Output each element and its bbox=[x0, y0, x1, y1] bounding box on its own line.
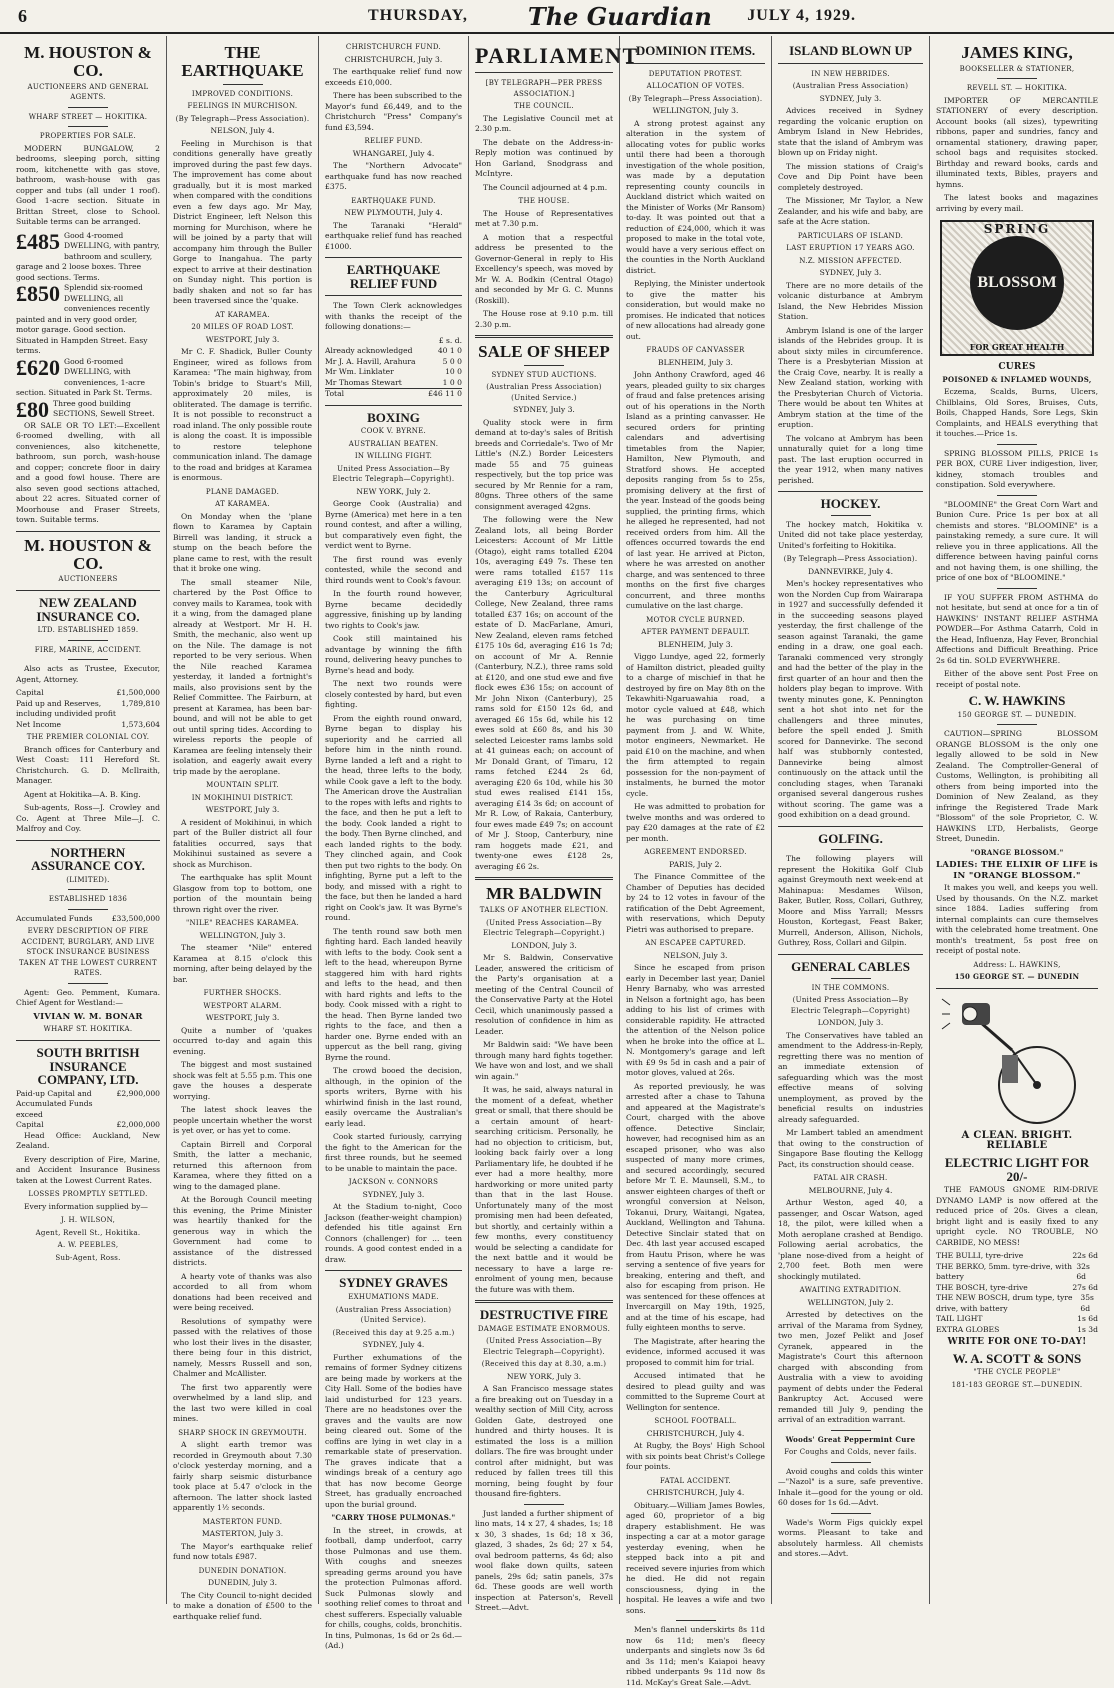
paragraph: In the fourth round however, Byrne became decidedly aggressive, finishing up by landing two rights to Cook's jaw. bbox=[325, 589, 462, 630]
paragraph: The City Council to-night decided to make a donation of £500 to the earthquake relief fund. bbox=[173, 1590, 312, 1621]
ad-lamp-text: THE FAMOUS GNOME RIM-DRIVE DYNAMO LAMP is now offered at the reduced price of 20s. Gives a clean, bright light and is easily fixed to any upright cycle. NO TROUBLE, NO CARBIDE, NO MESS! bbox=[936, 1185, 1098, 1247]
ad-caution: CAUTION—SPRING BLOSSOM ORANGE BLOSSOM is the only one legally allowed to be sold in New Zealand. The Comptroller-General of Customs, Wellington, is prohibiting all others from being imported into the Dominion of New Zealand, as they infringe the Registered Trade Mark "Blossom" of the sole Proprietor, C. W. HAWKINS LTD, Herbalists, George Street, Dunedin. bbox=[936, 729, 1098, 844]
ad-king-text-2: The latest books and magazines arriving by every mail. bbox=[936, 193, 1098, 213]
paragraph: The following were the New Zealand lots, all being Border Leicesters: Account of Mr Little (Otago), eight rams totalled £204 10s, averaging £49 7s. These ten were rams totalled £157 11s averaging £19 13s; on account of the Canterbury Agricultural College, New Zealand, three rams totalled £37 16s; on account of the estate of D. MacFarlane, Amuri, New Zealand, eleven rams fetched £175 10s 6d, averaging £16 1s 7d; on account of Mr A. Rennie (Canterbury, N.Z.), three rams sold at £120, and one stud ewe and five flock ewes £36 15s; on account of Mr John Nixon (Canterbury), 25 rams sold for £150 12s 6d, and averaged £6 15s 6d, while his 12 ewes sold at £60 8s, and his 30 selected Leicester rams lambs sold at 41 guineas each; on account of Mr Donald Grant, of Timaru, 12 rams fetched £244 2s 6d, averaging £20 6s 10d, while his 30 stud ewes realised £141 15s, averaging £14 3s 6d; on account of Mr R. Low, of Rakaia, Canterbury, four ewes made £49 7s; on account of Mr J. Stoop, Canterbury, nine ram hoggets made £21, and twenty-one ewes £128 2s, averaging £6 2s. bbox=[475, 515, 613, 871]
ad-houston-address: WHARF STREET — HOKITIKA. bbox=[28, 112, 148, 121]
ad-king-address: REVELL ST. — HOKITIKA. bbox=[966, 84, 1068, 93]
paragraph: On Monday when the 'plane flown to Karamea by Captain Birrell was landing, it struck a stump on the beach before the plane came to rest, with the result that it broke one wing. bbox=[173, 511, 312, 574]
paragraph: Cook started furiously, carrying the fight to the American for the first three rounds, but he seemed to be unable to maintain the pace. bbox=[325, 1132, 462, 1173]
donation-row: Mr Thomas Stewart 1 0 0 bbox=[325, 377, 462, 387]
paragraph: A hearty vote of thanks was also accorded to all from whom donations had been received and were being received. bbox=[173, 1271, 312, 1313]
paragraph: A resident of Mokihinui, in which part of the Buller district all four fatalities occurred, says that Mokihinui sustained as severe a shock as Murchison. bbox=[173, 817, 312, 869]
paragraph: A San Francisco message states a fire breaking out on Tuesday in a wealthy section of Mill City, across Golden Gate, destroyed one hundred and thirty houses. It is estimated the loss is a million dollars. The fire was brought under control after midnight, but was reduced by fallen trees till this morning, being fought by four thousand fire-fighters. bbox=[475, 1384, 613, 1499]
byline: (Australian Press Association) (United Service). bbox=[335, 1305, 452, 1325]
paragraph: As reported previously, he was arrested after a chase to Tahuna and appeared at the Magistrate's Court, charged with the above offence. Detective Sinclair, however, had recognised him as an escaped prisoner, who was also suspected of many more crimes, and secured accordingly, secured before Mr T. E. Maunsell, S.M., to answer eighteen charges of theft or wrongful conversion at Nelson, Tokanui, Drury, Waitangi, Ngatea, Auckland, Wellington and Tahuna. Detective Sinclair stated that on Dec. 4th last year accused escaped from Hautu Prison, where he was serving a sentence of five years for breaking, entering and theft, and also for escaping from prison. He was sentenced for these offences at Invercargill on May 19th, 1925, and at the time of his escape, had fully eighteen months to serve. bbox=[626, 1081, 765, 1333]
paragraph: Arthur Weston, aged 40, a passenger, and Oscar Watson, aged 18, the pilot, were killed when a Moth aeroplane crashed at Bendigo. Following aerial acrobatics, the 'plane nose-dived from a height of 2,700 feet. Both men were shockingly mutilated. bbox=[778, 1198, 923, 1281]
paragraph: The "Northern Advocate" earthquake fund has now reached £375. bbox=[325, 161, 462, 191]
dateline: DANNEVIRKE, July 4. bbox=[808, 566, 893, 576]
ad-northern-bonar-addr: WHARF ST. HOKITIKA. bbox=[43, 1025, 133, 1034]
paragraph: John Anthony Crawford, aged 46 years, pleaded guilty to six charges of fraud and false pretences arising out of his operations in the North Island as a printing canvasser. He secured orders for printing calendars and advertising timetables from the Napier, Hamilton, New Plymouth, and Stratford shows. He accepted deposits ranging from 5s to 25s, promising delivery at the first of the year. Instead of the goods being supplied, the printing firms, which he alleged he represented, had not received orders from him. All the offences occurred towards the end of last year. He arrived at Picton, where he was arrested on another charge, and was sentenced to three months on the first five charges concurrent, and three months cumulative on the last charge. bbox=[626, 370, 765, 611]
paragraph: The biggest and most sustained shock was felt at 5.55 p.m. This one gave the houses a desperate worrying. bbox=[173, 1060, 312, 1101]
ad-houston-sub: AUCTIONEERS AND GENERAL AGENTS. bbox=[27, 82, 149, 102]
ad-bloomine: "BLOOMINE" the Great Corn Wart and Bunion Cure. Price 1s per box at all chemists and stores. "BLOOMINE" is a painstaking remedy, a sure cure. It will relieve you in three applications. All the difference between having painful corns and not having them, is one shilling, the price of one box of "BLOOMINE." bbox=[936, 499, 1098, 583]
paragraph: The earthquake relief fund now exceeds £10,000. bbox=[325, 67, 462, 87]
ad-asthma: IF YOU SUFFER FROM ASTHMA do not hesitate, but send at once for a tin of HAWKINS' INSTANT RELIEF ASTHMA POWDER—For Asthma Catarrh, Cold in the Head, Influenza, Hay Fever, Bronchial Affections and Difficult Breathing. Price 2s 6d tin. SOLD EVERYWHERE. bbox=[936, 592, 1098, 665]
ad-sbi-head: Head Office: Auckland, New Zealand. bbox=[16, 1130, 160, 1151]
subhead: AT KARAMEA. bbox=[215, 310, 270, 319]
ad-nzins-net: Net Income 1,573,604 bbox=[16, 719, 160, 729]
dateline: NEW YORK, July 2. bbox=[356, 486, 431, 496]
headline-general-cables: GENERAL CABLES bbox=[791, 958, 910, 974]
dateline: NEW PLYMOUTH, July 4. bbox=[344, 208, 443, 217]
subhead: MOUNTAIN SPLIT. bbox=[206, 781, 279, 790]
paragraph: The first two apparently were overwhelmed by a land slip, and the last two were killed in coal mines. bbox=[173, 1382, 312, 1424]
dateline: WELLINGTON, July 3. bbox=[652, 106, 739, 116]
subhead: FATAL AIR CRASH. bbox=[813, 1174, 888, 1183]
subhead: DEPUTATION PROTEST. bbox=[648, 69, 743, 78]
lamp-price-row: THE BULLI, tyre-drive 22s 6d bbox=[936, 1251, 1098, 1261]
page-number: 6 bbox=[18, 5, 27, 26]
paragraph: Further exhumations of the remains of former Sydney citizens are being made by workers at the City Hall. Some of the bodies have laid undisturbed for 123 years. There are no headstones over the graves and the vaults are now being cleared out. Some of the coffins are lying in wet clay in a remarkable state of preservation. The graves indicate that a windings break of a century ago that has now become George Street, has gradually encroached upon the burial ground. bbox=[325, 1352, 462, 1509]
paragraph: The next two rounds were closely contested by hard, but even fighting. bbox=[325, 679, 462, 710]
ad-northern-bonar: VIVIAN W. M. BONAR bbox=[33, 1011, 143, 1022]
ad-ladies-address: Address: L. HAWKINS, bbox=[973, 960, 1061, 969]
ad-sbi-wilson-addr: Agent, Revell St., Hokitika. bbox=[35, 1228, 141, 1237]
byline: [BY TELEGRAPH—PER PRESS ASSOCIATION.] bbox=[485, 79, 603, 98]
paragraph: The Missioner, Mr Taylor, a New Zealander, and his wife and baby, are safe at the Acre station. bbox=[778, 196, 923, 227]
ad-northern-agents: Agent: Geo. Pemment, Kumara. Chief Agent for Westland:— bbox=[16, 987, 160, 1008]
paragraph: Cook still maintained his advantage by winning the fifth round, delivering heavy punches to Byrne's head and body. bbox=[325, 634, 462, 675]
paragraph: Captain Birrell and Corporal Smith, the latter a mechanic, returned this afternoon from Karamea, where they fitted on a wing to the damaged plane. bbox=[173, 1139, 312, 1191]
ad-king-text: IMPORTER OF MERCANTILE STATIONERY of every description. Account books (all sizes), typewriting ribbons, paper and sundries, fancy and ornamental stationery, drawing paper, school bags and requisites stocked. Birthday and reward books, cards and illuminated texts, Bibles, prayers and hymns. bbox=[936, 95, 1098, 189]
subhead: IN MOKIHINUI DISTRICT. bbox=[191, 793, 294, 802]
subhead: AFTER PAYMENT DEFAULT. bbox=[641, 628, 750, 637]
ad-hawkins-title: C. W. HAWKINS bbox=[968, 693, 1066, 709]
ad-wade: Wade's Worm Figs quickly expel worms. Pleasant to take and absolutely harmless. All chemists and stores.—Advt. bbox=[778, 1517, 923, 1559]
lamp-icon bbox=[942, 995, 1092, 1125]
ad-pulmonas-text: In the street, in crowds, at football, damp underfoot, carry those Pulmonas and use them. With coughs and sneezes spreading germs around you have the protection Pulmonas afford. Suck Pulmonas slowly and soothing relief comes to throat and chest sufferers. Especially valuable for chills, coughs, colds, bronchitis. In tins, Pulmonas, 1s 6d or 2s 6d.—(Ad.) bbox=[325, 1525, 462, 1651]
subhead: IN NEW HEBRIDES. bbox=[811, 69, 890, 78]
ad-sbi-peebles: A. W. PEEBLES, bbox=[57, 1241, 119, 1250]
ad-sbi-wilson: J. H. WILSON, bbox=[60, 1216, 116, 1225]
dateline: LONDON, July 3. bbox=[817, 1018, 884, 1028]
column-5 bbox=[620, 36, 772, 1687]
dateline: LONDON, July 3. bbox=[511, 940, 577, 950]
headline-relief-fund: EARTHQUAKE RELIEF FUND bbox=[346, 262, 441, 291]
paragraph: The Taranaki "Herald" earthquake relief fund has reached £1000. bbox=[325, 220, 462, 251]
subhead: FATAL ACCIDENT. bbox=[660, 1476, 731, 1485]
paragraph: The following players will represent the Hokitika Golf Club against Greymouth next week-end at Mahinapua: Mesdames Wilson, Baker, Butler, Ross, Collari, Guthrey, Moore and Miss Yarrall; Messrs Houston, Kortegast, Feast Baker, Murrell, Anderson, Allison, Nichols, Guthrey, Ross, Collari and Gilpin. bbox=[778, 854, 923, 948]
headline-sale-of-sheep: SALE OF SHEEP bbox=[478, 342, 610, 362]
dateline: NEW YORK, July 3. bbox=[506, 1371, 582, 1381]
ad-houston-2-title: M. HOUSTON & CO. bbox=[24, 535, 152, 573]
paragraph: George Cook (Australia) and Byrne (America) met here in a ten round contest, and after a willing, but comparatively even fight, the verdict went to Byrne. bbox=[325, 499, 462, 551]
paragraph: The tenth round saw both men fighting hard. Each landed heavily with lefts to the body. Cook sent a left to the head, whereupon Byrne staggered him with hard rights and lefts to the head, and then with hard rights and lefts to the body. Cook missed with a right to the head. Then Byrne landed two rights to the face, and then a harder one. Byrne ended with an uppercut as the bell rang, giving Byrne the round. bbox=[325, 926, 462, 1062]
ad-nzins-paid: Paid up and Reserves, including undivided profit 1,789,810 bbox=[16, 698, 160, 719]
headline-parliament: PARLIAMENT bbox=[475, 43, 639, 68]
dateline: BLENHEIM, July 3. bbox=[658, 639, 733, 649]
ad-blossom-cures: CURES bbox=[998, 362, 1036, 373]
subhead: "NILE" REACHES KARAMEA. bbox=[185, 919, 300, 928]
subhead: RELIEF FUND. bbox=[364, 137, 423, 145]
headline-sydney-graves: SYDNEY GRAVES bbox=[339, 1275, 448, 1291]
ad-write: WRITE FOR ONE TO-DAY! bbox=[947, 1337, 1087, 1348]
dateline: WESTPORT, July 3. bbox=[205, 334, 280, 344]
bicycle-lamp-illustration bbox=[942, 995, 1092, 1125]
column-2 bbox=[167, 36, 319, 1621]
paragraph: The Legislative Council met at 2.30 p.m. bbox=[475, 113, 613, 134]
paragraph: The steamer "Nile" entered Karamea at 8.15 o'clock this morning, after being delayed by the bar. bbox=[173, 943, 312, 984]
subhead: AWAITING EXTRADITION. bbox=[799, 1286, 902, 1295]
subhead: THE COUNCIL. bbox=[514, 102, 574, 111]
paragraph: A strong protest against any alteration in the system of allocating votes for public works until there had been a thorough investigation of the whole position, was made by a deputation representing county councils in Auckland district which waited on the Minister of Works (Mr Ransom) to-day. It was pointed out that a reduction of £24,000, which it was proposed to make in the total vote, would have a very serious effect on the counties in the North Auckland district. bbox=[626, 118, 765, 275]
dateline: WHANGAREI, July 4. bbox=[352, 148, 435, 158]
paragraph: Viggo Lundye, aged 22, formerly of Hamilton district, pleaded guilty to a charge of mischief in that he destroyed by fire on May 8th on the Tekawhiti-Ngaruawahia road, a motor cycle valued at £48, which he was purchasing on time payment from J. and W. White, motor engineers, Newmarket. He paid £10 on the machine, and when the firm attempted to regain possession for the non-payment of instalments, he burned the motor cycle. bbox=[626, 652, 765, 798]
paragraph: The Town Clerk acknowledges with thanks the receipt of the following donations:— bbox=[325, 301, 462, 332]
subhead: AGREEMENT ENDORSED. bbox=[644, 848, 747, 857]
paragraph: From the eighth round onward, Byrne began to display his superiority and he carried all before him in the ninth round. Byrne landed a left and a right to the head, three lefts to the body, while Cook gave a left to the body. The American drove the Australian to the ropes with lefts and rights to the face, and then he put a left to the body. Cook landed a right to the body. Then Byrne clinched, and each landed rights to the body. They clinched again, and Cook then put two rights to the body. On infighting, Byrne put a left to the body, and missed with a right to the face, but then he landed a hard right on Cook's jaw. It was Byrne's round. bbox=[325, 713, 462, 923]
paragraph: The Conservatives have tabled an amendment to the Address-in-Reply, regretting there was no mention of an immediate extension of safeguarding which was the most effective means of solving unemployment, as proved by the beneficial results on industries already safeguarded. bbox=[778, 1030, 923, 1124]
byline: (Australian Press Association) bbox=[792, 82, 909, 91]
ad-pulmonas-heading: "CARRY THOSE PULMONAS." bbox=[331, 1513, 456, 1523]
headline-hockey: HOCKEY. bbox=[820, 496, 881, 512]
donation-row: Mr J. A. Havill, Arahura 5 0 0 bbox=[325, 356, 462, 366]
byline: (United Press Association—By Electric Telegraph—Copyright). bbox=[483, 1337, 605, 1356]
dateline: MASTERTON, July 3. bbox=[201, 1529, 284, 1539]
subhead: IMPROVED CONDITIONS. bbox=[191, 89, 294, 98]
lamp-price-row: THE NEW BOSCH, drum type, tyre drive, with battery 35s 6d bbox=[936, 1293, 1094, 1313]
paragraph: A motion that a respectful address be presented to the Governor-General in reply to His Excellency's speech, was moved by Mr W. A. Bodkin (Central Otago) and seconded by Mr G. C. Munns (Roskill). bbox=[475, 232, 613, 305]
paragraph: The crowd booed the decision, although, in the opinion of the sports writers, Byrne with his whirlwind finish in the last round, easily overcame the Australian's early lead. bbox=[325, 1066, 462, 1128]
byline: (United Press Association—By Electric Telegraph—Copyright) bbox=[790, 996, 911, 1015]
lamp-price-row: TAIL LIGHT 1s 6d bbox=[936, 1314, 1098, 1324]
ad-sbi-capital: Capital £2,000,000 bbox=[16, 1120, 160, 1130]
paragraph: Obituary.—William James Bowles, aged 60, proprietor of a big drapery establishment. He was inspecting a car at a motor garage yesterday evening, when he stepped back into a pit and received severe injuries from which he died. He did not regain consciousness, dying in the hospital. He leaves a wife and two sons. bbox=[626, 1500, 765, 1615]
currency-header: £ s. d. bbox=[438, 335, 462, 345]
ad-sbi-paid: Paid-up Capital and Accumulated Funds exceed £2,900,000 bbox=[16, 1088, 160, 1119]
paragraph: Men's hockey representatives who won the Norden Cup from Wairarapa in 1927 and successfully defended it in the succeeding seasons played yesterday, the first challenge of the season against Taranaki, the game ending in a draw, one goal each. Taranaki commenced very strongly and had the better of the play in the first quarter of an hour and then the holders play began to improve. With twenty minutes gone, K. Pennington sent a hot shot into net for the challengers and three minutes, before the spell ended J. Smith scored for Dannevirke. The second half was stubbornly contested, Dannevirke being almost continuously on the attack until the concluding stages, when Taranaki organised several dangerous rushes without scoring. The game was a good exhibition on a dead ground. bbox=[778, 579, 923, 820]
subhead: TALKS OF ANOTHER ELECTION. bbox=[479, 906, 609, 915]
dateline: WELLINGTON, July 2. bbox=[807, 1297, 894, 1307]
paragraph: It was, he said, always natural in the moment of a defeat, whether great or small, that there should be a certain amount of heart-searching criticism. Personally, he had no objection to criticism, but, looking back fairly over a long Parliamentary life, he doubted if he ever had a more healthy, more hardworking or more united party than that in the last House. Unfortunately many of the most promising men had been defeated, but shortly, and certainly within a few months, every constituency would be selecting a candidate for the next battle and it would be necessary to have a large re-enrolment of young men, because the future was with them. bbox=[475, 1085, 613, 1294]
ad-nzins-sub: LTD. ESTABLISHED 1859. bbox=[37, 626, 139, 635]
dateline: PARIS, July 2. bbox=[669, 859, 722, 869]
lamp-price-row: THE BOSCH, tyre-drive 27s 6d bbox=[936, 1282, 1098, 1292]
paragraph: Feeling in Murchison is that conditions generally have greatly improved during the past few days. The improvement has come about gradually, but it is most marked when compared with the conditions even a few days ago. Mr May, District Engineer, left Nelson this morning for Murchison, where he will be joined by a party that will accompany him through the Buller Gorge to Inangahua. The party expect to arrive at their destination on Sunday night. This portion is badly shaken and not so far has been traversed since the 'quake. bbox=[173, 138, 312, 306]
ad-nzins-kinds: FIRE, MARINE, ACCIDENT. bbox=[34, 645, 142, 654]
ad-paterson: Just landed a further shipment of lino mats, 14 x 27, 4 shades, 1s; 18 x 30, 3 shades, 1s 6d; 18 x 36, glazed, 3 shades, 2s 6d; 27 x 54, oval bedroom patterns, 4s 6d; also wool flake down quilts, sateen panels, 29s 6d; satin panels, 37s 6d. These goods are well worth inspection at Paterson's, Revell Street.—Advt. bbox=[475, 1508, 613, 1613]
subhead: MOTOR CYCLE BURNED. bbox=[646, 615, 745, 624]
headline-earthquake: THE EARTHQUAKE bbox=[181, 43, 304, 80]
headline-island-blown-up: ISLAND BLOWN UP bbox=[789, 43, 912, 58]
column-6 bbox=[772, 36, 930, 1604]
donation-row: Already acknowledged 40 1 0 bbox=[325, 346, 462, 356]
ad-northern-funds: Accumulated Funds £33,500,000 bbox=[16, 913, 160, 923]
byline: (By Telegraph—Press Association). bbox=[175, 114, 310, 123]
received-note: (Received this day at 8.30, a.m.) bbox=[481, 1360, 607, 1369]
subhead: DAMAGE ESTIMATE ENORMOUS. bbox=[477, 1324, 611, 1333]
ad-mckay: Men's flannel underskirts 8s 11d now 6s 11d; men's fleecy underpants and singlets now 3s 6d and 3s 11d; men's Kaiapoi heavy ribbed underpants 9s 11d now 8s 11d. McKay's Great Sale.—Advt. bbox=[626, 1625, 765, 1687]
subhead: SCHOOL FOOTBALL. bbox=[654, 1417, 737, 1426]
dateline: CHRISTCHURCH, July 4. bbox=[646, 1488, 745, 1498]
dateline: NELSON, July 4. bbox=[210, 126, 275, 136]
subhead: IN THE COMMONS. bbox=[811, 983, 890, 992]
subhead: PLANE DAMAGED. bbox=[205, 487, 280, 496]
column-1 bbox=[10, 36, 167, 1604]
ad-lamp-heading: A CLEAN. BRIGHT. RELIABLE bbox=[961, 1129, 1073, 1152]
property-1: MODERN BUNGALOW, 2 bedrooms, sleeping porch, sitting room, kitchenette with gas stove, bathroom, wash-house with gas copper and tubs (all under 1 roof). Good 1-acre section. Situate in Brittan Street, close to School. Suitable terms can be arranged. bbox=[16, 143, 160, 227]
paragraph: Ambrym Island is one of the larger islands of the Hebrides group. It is about sixty miles in circumference. There is a Presbyterian Mission at the Craig Cove, nearby. It is really a New Zealand station, working with the Presbyterian Church of Victoria. There would be about ten Whites at Ambrym station at the time of the eruption. bbox=[778, 325, 923, 430]
headline-boxing: BOXING bbox=[367, 409, 420, 425]
subhead: DUNEDIN DONATION. bbox=[198, 1566, 287, 1575]
paragraph: A slight earth tremor was recorded in Greymouth about 7.30 o'clock yesterday morning, and a fairly sharp seismic disturbance took place at 5.47 o'clock in the afternoon. The latter shock lasted apparently 1½ seconds. bbox=[173, 1440, 312, 1513]
ad-hawkins-address: 150 GEORGE ST. — DUNEDIN. bbox=[957, 710, 1077, 719]
dateline: DUNEDIN, July 3. bbox=[207, 1578, 278, 1588]
subhead: FURTHER SHOCKS. bbox=[203, 989, 282, 998]
ad-northern-est: ESTABLISHED 1836 bbox=[48, 895, 128, 904]
ad-northern-every: EVERY DESCRIPTION OF FIRE ACCIDENT, BURGLARY, AND LIVE STOCK INSURANCE BUSINESS TAKEN AT THE LOWEST CURRENT RATES. bbox=[19, 927, 157, 978]
headline-mr-baldwin: MR BALDWIN bbox=[486, 884, 602, 904]
subhead: SHARP SHOCK IN GREYMOUTH. bbox=[178, 1428, 307, 1437]
ad-premier: THE PREMIER COLONIAL COY. bbox=[26, 733, 150, 742]
paragraph: Quality stock were in firm demand at to-day's sales of British breeds and Corriedale's. Two of Mr Little's (N.Z.) Border Leicesters made 55 and 75 guineas respectively, but the top price was secured by Mr Rennie for a ram, 80gns. Three others of the same consignment averaged 42gns. bbox=[475, 417, 613, 511]
paragraph: The first round was evenly contested, while the second and third rounds went to Cook's favour. bbox=[325, 554, 462, 585]
ad-nzins-branch: Branch offices for Canterbury and West Coast: 111 Hereford St. Christchurch. G. D. McIlraith, Manager. bbox=[16, 744, 160, 786]
ad-blossom-cures-text: Eczema, Scalds, Burns, Ulcers, Chilblains, Old Sores, Bruises, Cuts, Boils, Chapped Hands, Sore Legs, Skin Complaints, and HEALS everything that it touches.—Price 1s. bbox=[936, 387, 1098, 439]
ad-scott-address: 181-183 GEORGE ST.—DUNEDIN. bbox=[951, 1380, 1083, 1389]
paragraph: The House rose at 9.10 p.m. till 2.30 p.m. bbox=[475, 309, 613, 329]
headline-dominion-items: DOMINION ITEMS. bbox=[635, 43, 756, 58]
paragraph: Resolutions of sympathy were passed with the relatives of those who lost their lives in the disaster, there being four in this district, namely, Messrs Russell and son, Chalmer and McAllister. bbox=[173, 1316, 312, 1379]
donation-row: Mr Wm. Linklater 10 0 bbox=[325, 367, 462, 377]
byline: (Australian Press Association) (United Service.) bbox=[486, 383, 602, 402]
subhead: COOK V. BYRNE. bbox=[360, 427, 427, 436]
ad-king-sub: BOOKSELLER & STATIONER, bbox=[959, 64, 1075, 73]
ad-ladies-heading: LADIES: THE ELIXIR OF LIFE is IN "ORANGE BLOSSOM." bbox=[936, 860, 1098, 881]
columns bbox=[10, 36, 1104, 1687]
ad-northern-title: NORTHERN ASSURANCE COY. bbox=[31, 844, 145, 874]
ad-nzins-agent: Agent at Hokitika—A. B. King. bbox=[24, 789, 141, 799]
donation-total: Total £46 11 0 bbox=[325, 389, 462, 399]
paragraph: The Mayor's earthquake relief fund now totals £987. bbox=[173, 1541, 312, 1562]
byline: (By Telegraph—Press Association). bbox=[783, 555, 918, 564]
ad-northern-sub: (LIMITED). bbox=[66, 875, 110, 884]
ad-scott-title: W. A. SCOTT & SONS bbox=[952, 1350, 1082, 1366]
paragraph: The debate on the Address-in-Reply motion was continued by Hon Garland, Snodgrass and McIntyre. bbox=[475, 137, 613, 179]
subhead: EARTHQUAKE FUND. bbox=[351, 196, 436, 205]
subhead: N.Z. MISSION AFFECTED. bbox=[799, 256, 902, 265]
paragraph: At the Borough Council meeting this evening, the Prime Minister was heartily thanked for the generous way in which the Government had come to assistance of the distressed districts. bbox=[173, 1195, 312, 1268]
subhead: IN WILLING FIGHT. bbox=[354, 452, 433, 461]
ad-post-free: Either of the above sent Post Free on receipt of postal note. bbox=[936, 669, 1098, 689]
ad-scott-sub: "THE CYCLE PEOPLE" bbox=[973, 1368, 1061, 1377]
subhead: AT KARAMEA. bbox=[215, 500, 270, 509]
dateline: SYDNEY, July 3. bbox=[362, 1189, 425, 1199]
paragraph: There are no more details of the volcanic disturbance at Ambrym Island, the New Hebrides Mission Station. bbox=[778, 280, 923, 322]
paragraph: He was admitted to probation for twelve months and was ordered to pay £20 damages at the rate of £2 per month. bbox=[626, 802, 765, 843]
ad-ladies-address-2: 150 GEORGE ST. — DUNEDIN bbox=[954, 972, 1080, 982]
ad-properties-heading: PROPERTIES FOR SALE. bbox=[39, 132, 137, 141]
ad-nzins-subagents: Sub-agents, Ross—J. Crowley and Co. Agent at Three Mile—J. C. Malfroy and Coy. bbox=[16, 803, 160, 834]
subhead: AUSTRALIAN BEATEN. bbox=[348, 439, 439, 448]
masthead bbox=[0, 0, 1114, 34]
ad-blossom-cures-heading: POISONED & INFLAMED WOUNDS, bbox=[942, 374, 1092, 384]
ad-houston-title: M. HOUSTON & CO. bbox=[24, 43, 152, 80]
ad-sbi-losses: LOSSES PROMPTLY SETTLED. bbox=[28, 1190, 148, 1199]
masthead-date: JULY 4, 1929. bbox=[747, 7, 856, 24]
ad-sbi-info: Every information supplied by— bbox=[24, 1201, 148, 1211]
column-4 bbox=[469, 36, 639, 1613]
subhead: WESTPORT ALARM. bbox=[203, 1001, 282, 1010]
ad-blossom-pills: SPRING BLOSSOM PILLS, PRICE 1s PER BOX, CURE Liver indigestion, liver, kidney, stomach troubles and constipation. Sold everywhere. bbox=[936, 448, 1098, 490]
byline: (United Press Association—By Electric Telegraph—Copyright.) bbox=[483, 918, 605, 938]
dateline: NELSON, July 3. bbox=[663, 950, 728, 960]
ad-woods-heading: Woods' Great Peppermint Cure bbox=[785, 1434, 916, 1444]
paragraph: Mr Lambert tabled an amendment that owing to the construction of Singapore Base flouting the Kellogg Pact, its construction should cease. bbox=[778, 1128, 923, 1169]
paragraph: Accused intimated that he desired to plead guilty and was committed to the Supreme Court at Wellington for sentence. bbox=[626, 1371, 765, 1412]
ad-sbi-peebles-addr: Sub-Agent, Ross. bbox=[55, 1253, 121, 1262]
paragraph: The Finance Committee of the Chamber of Deputies has decided by 24 to 12 votes in favour of the ratification of the Debt Agreement, with reservations, which Deputy Pietri was authorised to prepare. bbox=[626, 872, 765, 934]
property-80: £80 Three good building SECTIONS, Sewell Street. bbox=[16, 396, 155, 422]
ad-king-title: JAMES KING, bbox=[961, 43, 1073, 62]
ad-sbi-title: SOUTH BRITISH INSURANCE COMPANY, LTD. bbox=[36, 1044, 140, 1088]
subhead: LAST ERUPTION 17 YEARS AGO. bbox=[786, 244, 915, 253]
dateline: WELLINGTON, July 3. bbox=[199, 930, 286, 940]
newspaper-title: The Guardian bbox=[527, 1, 712, 31]
subhead: EXHUMATIONS MADE. bbox=[348, 1293, 439, 1302]
subhead: JACKSON v. CONNORS bbox=[348, 1178, 439, 1187]
paragraph: Advices received in Sydney regarding the volcanic eruption on Ambrym Island in New Hebrides, state that the island of Ambrym was blown up on Friday night. bbox=[778, 106, 923, 158]
paragraph: The hockey match, Hokitika v. United did not take place yesterday, United's forfeiting to Hokitika. bbox=[778, 519, 923, 550]
ad-nzins-title: NEW ZEALAND INSURANCE CO. bbox=[36, 594, 140, 624]
paragraph: The House of Representatives met at 7.30 p.m. bbox=[475, 208, 613, 229]
dateline: BLENHEIM, July 3. bbox=[658, 357, 733, 367]
paragraph: The Magistrate, after hearing the evidence, informed accused it was proposed to commit him for trial. bbox=[626, 1336, 765, 1367]
lamp-price-row: THE BERKO, 5mm. tyre-drive, with battery 32s 6d bbox=[936, 1261, 1090, 1282]
headline-golfing: GOLFING. bbox=[818, 830, 883, 846]
paragraph: The volcano at Ambrym has been unnaturally quiet for a long time past. The last eruption occurred in the year 1912, when many natives perished. bbox=[778, 433, 923, 485]
property-620: £620 Good 6-roomed DWELLING, with conveniences, 1-acre section. Situated in Park St. Terms. bbox=[16, 354, 153, 398]
subhead: CHRISTCHURCH FUND. bbox=[345, 43, 442, 51]
paragraph: At Rugby, the Boys' High School with six points beat Christ's College four points. bbox=[626, 1441, 765, 1472]
subhead: FRAUDS OF CANVASSER bbox=[646, 346, 745, 355]
column-7 bbox=[930, 36, 1104, 1604]
paragraph: Mr Baldwin said: "We have been through many hard fights together. We have won and lost, and we shall win again." bbox=[475, 1040, 613, 1081]
paragraph: The latest shock leaves the people uncertain whether the worst is yet over, or has yet to come. bbox=[173, 1105, 312, 1136]
dateline: SYDNEY, July 4. bbox=[362, 1340, 425, 1350]
paragraph: The mission stations of Craig's Cove and Dip Point have been completely destroyed. bbox=[778, 161, 923, 192]
ad-orange-blossom: "ORANGE BLOSSOM." bbox=[970, 847, 1064, 857]
ad-nzins-trustee: Also acts as Trustee, Executor, Agent, Attorney. bbox=[16, 664, 160, 684]
paragraph: Replying, the Minister undertook to give the matter his consideration, but would make no promises. He indicated that notices of new allocations had already gone out. bbox=[626, 279, 765, 341]
dateline: SYDNEY, July 3. bbox=[513, 405, 575, 415]
paragraph: Mr C. F. Shadick, Buller County Engineer, wired as follows from Karamea: "The main highway, from Tobin's bridge to Stuart's Mill, approximately 20 miles, is obliterated. The damage is terrific. It is not possible to reconstruct a road inland. The only possible route is along the coast. It is impossible to restore telephone communication inland. The damage to the road and bridges at Karamea is enormous. bbox=[173, 347, 312, 483]
paragraph: Mr S. Baldwin, Conservative Leader, answered the criticism of the Party's organisation at a meeting of the Central Council of the Conservative Party at the Hotel Cecil, which unanimously passed a resolution of confidence in him as Leader. bbox=[475, 953, 613, 1036]
headline-destructive-fire: DESTRUCTIVE FIRE bbox=[479, 1307, 609, 1323]
byline: United Press Association—By Electric Telegraph—Copyright). bbox=[332, 464, 455, 484]
paragraph: Quite a number of 'quakes occurred to-day and again this evening. bbox=[173, 1025, 312, 1056]
ad-ladies-text: It makes you well, and keeps you well. Used by thousands. On the N.Z. market since 1884. Ladies suffering from internal complaints can cure themselves with the celebrated home treatment. One month's treatment, 5s post free on receipt of postal note. bbox=[936, 883, 1098, 956]
dateline: SYDNEY, July 3. bbox=[819, 268, 882, 278]
dateline: CHRISTCHURCH, July 3. bbox=[344, 54, 443, 64]
subhead: ALLOCATION OF VOTES. bbox=[646, 82, 745, 91]
subhead: SYDNEY STUD AUCTIONS. bbox=[491, 370, 597, 379]
paragraph: The earthquake has split Mount Glasgow from top to bottom, one portion of the mountain being thrown right over the river. bbox=[173, 873, 312, 914]
property-485: £485 Good 4-roomed DWELLING, with pantry, bathroom and scullery, garage and 2 loose boxes. Three good sections. Terms. bbox=[16, 228, 160, 282]
subhead: PARTICULARS OF ISLAND. bbox=[797, 231, 904, 240]
masthead-day: THURSDAY, bbox=[368, 7, 468, 24]
ad-nzins-capital: Capital £1,500,000 bbox=[16, 688, 160, 698]
ad-nazol: Avoid coughs and colds this winter—"Nazol" is a sure, safe preventive. Inhale it—good for the young or old. 60 doses for 1s 6d.—Advt. bbox=[778, 1466, 923, 1508]
paragraph: The Council adjourned at 4 p.m. bbox=[483, 182, 608, 192]
property-850: £850 Splendid six-roomed DWELLING, all conveniences recently painted and in very good order, motor garage. Good section. Situated in Hampden Street. Easy terms. bbox=[16, 281, 150, 356]
dateline: SYDNEY, July 3. bbox=[819, 93, 882, 103]
dateline: CHRISTCHURCH, July 4. bbox=[646, 1428, 745, 1438]
dateline: WESTPORT, July 3. bbox=[205, 1013, 280, 1023]
subhead: AN ESCAPEE CAPTURED. bbox=[645, 939, 746, 948]
subhead: MASTERTON FUND. bbox=[202, 1517, 283, 1526]
blossom-ointment-logo: SPRING BLOSSOM FOR GREAT HEALTH bbox=[940, 220, 1094, 356]
dateline: WESTPORT, July 3. bbox=[205, 805, 280, 815]
ad-woods-text: For Coughs and Colds, never fails. bbox=[784, 1448, 917, 1457]
paragraph: Since he escaped from prison early in December last year, Daniel Henry Barnaby, who was arrested in Nelson a fortnight ago, has been adding to his list of crimes with considerable rapidity. He attracted the attention of the Nelson police when he broke into the office at L. N. Montgomery's garage and left with £9 9s 5d in cash and a pair of motor gloves, valued at 26s. bbox=[626, 963, 765, 1078]
subhead: FEELINGS IN MURCHISON. bbox=[187, 102, 298, 111]
ad-lamp-heading-2: ELECTRIC LIGHT FOR 20/- bbox=[944, 1154, 1090, 1184]
paragraph: Arrested by detectives on the arrival of the Marama from Sydney, two men, Jozef Pelikt and Josef Cyranek, appeared in the Magistrate's Court this afternoon charged with absconding from Australia with a view to avoiding payment of debts under the Federal Bankruptcy Act. Accused were remanded till July 9, pending the arrival of an extradition warrant. bbox=[778, 1310, 923, 1425]
ad-houston-2-sub: AUCTIONEERS bbox=[58, 575, 118, 584]
paragraph: There has been subscribed to the Mayor's fund £6,449, and to the Christchurch "Press" Company's fund £3,594. bbox=[325, 91, 462, 132]
dateline: MELBOURNE, July 4. bbox=[808, 1185, 893, 1195]
lamp-price-row: EXTRA GLOBES 1s 3d bbox=[936, 1324, 1098, 1334]
subhead: 20 MILES OF ROAD LOST. bbox=[191, 323, 294, 332]
subhead: THE HOUSE. bbox=[518, 197, 570, 206]
paragraph: At the Stadium to-night, Coco Jackson (feather-weight champion) defended his title against Ern Connors (challenger) for ... teen rounds. A good contest ended in a draw. bbox=[325, 1202, 462, 1264]
column-3 bbox=[319, 36, 469, 1651]
property-lease: OR SALE OR TO LET:—Excellent 6-roomed dwelling, with all conveniences, also kitchenette, bathroom, sun porch, wash-house and copper; concrete floor in dairy and a good fowl house. There are also seven good sections attached, about 22 acres. Situated corner of Moorhouse and Fraser Streets, town. Suitable terms. bbox=[16, 420, 160, 525]
ad-sbi-every: Every description of Fire, Marine, and Accident Insurance Business taken at the Lowest Current Rates. bbox=[16, 1154, 160, 1185]
paragraph: The small steamer Nile, chartered by the Post Office to convey mails to Karamea, took with it a wing, from the damaged plane already at Westport. Mr H. H. Smith, the mechanic, also went up on the Nile. The damage is not reported to be very serious. When the Nile reached Karamea yesterday, it landed a fortnight's mails, also provisions sent by the Relief Committee. The Fairburn, at present at Karamea, has been bar-bound, and will not be able to get out until spring tides. According to wireless reports the people of Karamea are feeling intensely their isolation, and eagerly await every trip made by the aeroplane. bbox=[173, 577, 312, 776]
byline: (By Telegraph—Press Association). bbox=[628, 94, 763, 103]
received-note: (Received this day at 9.25 a.m.) bbox=[332, 1328, 455, 1337]
